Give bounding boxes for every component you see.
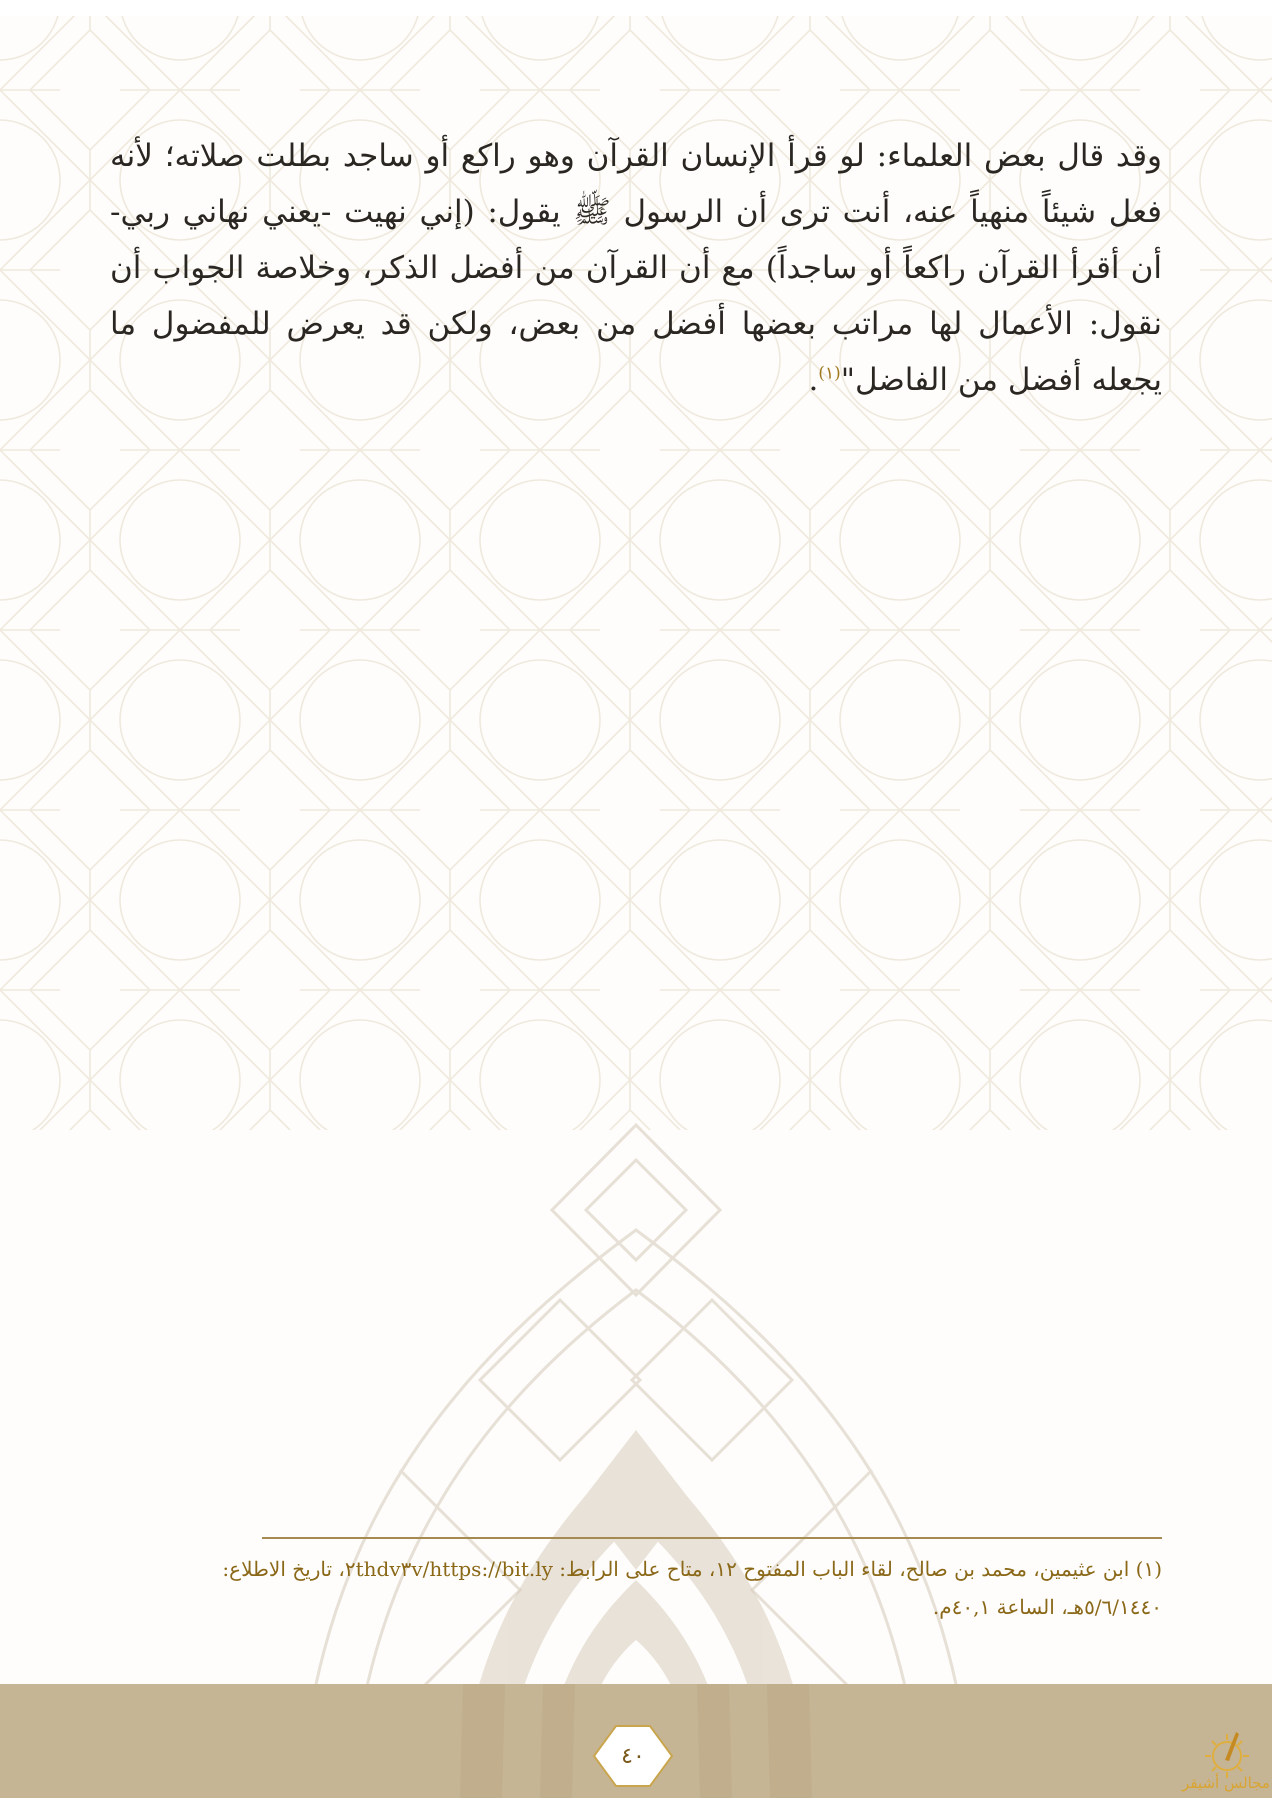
top-margin-strip	[0, 0, 1272, 16]
footnote-divider	[262, 1537, 1162, 1539]
footnote-reference[interactable]: (١)	[818, 363, 841, 384]
page-number: ٤٠	[621, 1743, 645, 1769]
paragraph-text: وقد قال بعض العلماء: لو قرأ الإنسان القرآن وهو راكع أو ساجد بطلت صلاته؛ لأنه فعل شيئاً منهياً عنه، أنت ترى أن الرسول ﷺ يقول: (إني نهيت -يعني نهاني ربي- أن أقرأ القرآن راكعاً أو ساجداً) مع أن القرآن من أفضل الذكر، وخلاصة الجواب أن نقول: الأعمال لها مراتب بعضها أفضل من بعض، ولكن قد يعرض للمفضول ما يجعله أفضل من الفاضل"	[110, 138, 1162, 398]
footnote-line-1: (١) ابن عثيمين، محمد بن صالح، لقاء الباب المفتوح ١٢، متاح على الرابط: https://bit.ly/٢thdv٣v، تاريخ الاطلاع:	[222, 1557, 1162, 1581]
footnote-line-2: ٥/٦/١٤٤٠هـ، الساعة ٤٠,١م.	[932, 1595, 1162, 1619]
page-number-badge	[590, 1720, 676, 1792]
footnote	[110, 1550, 1162, 1626]
main-paragraph	[110, 128, 1162, 408]
paragraph-closing: .	[808, 362, 819, 398]
logo-label: مجالس أشيقر	[1182, 1774, 1270, 1792]
